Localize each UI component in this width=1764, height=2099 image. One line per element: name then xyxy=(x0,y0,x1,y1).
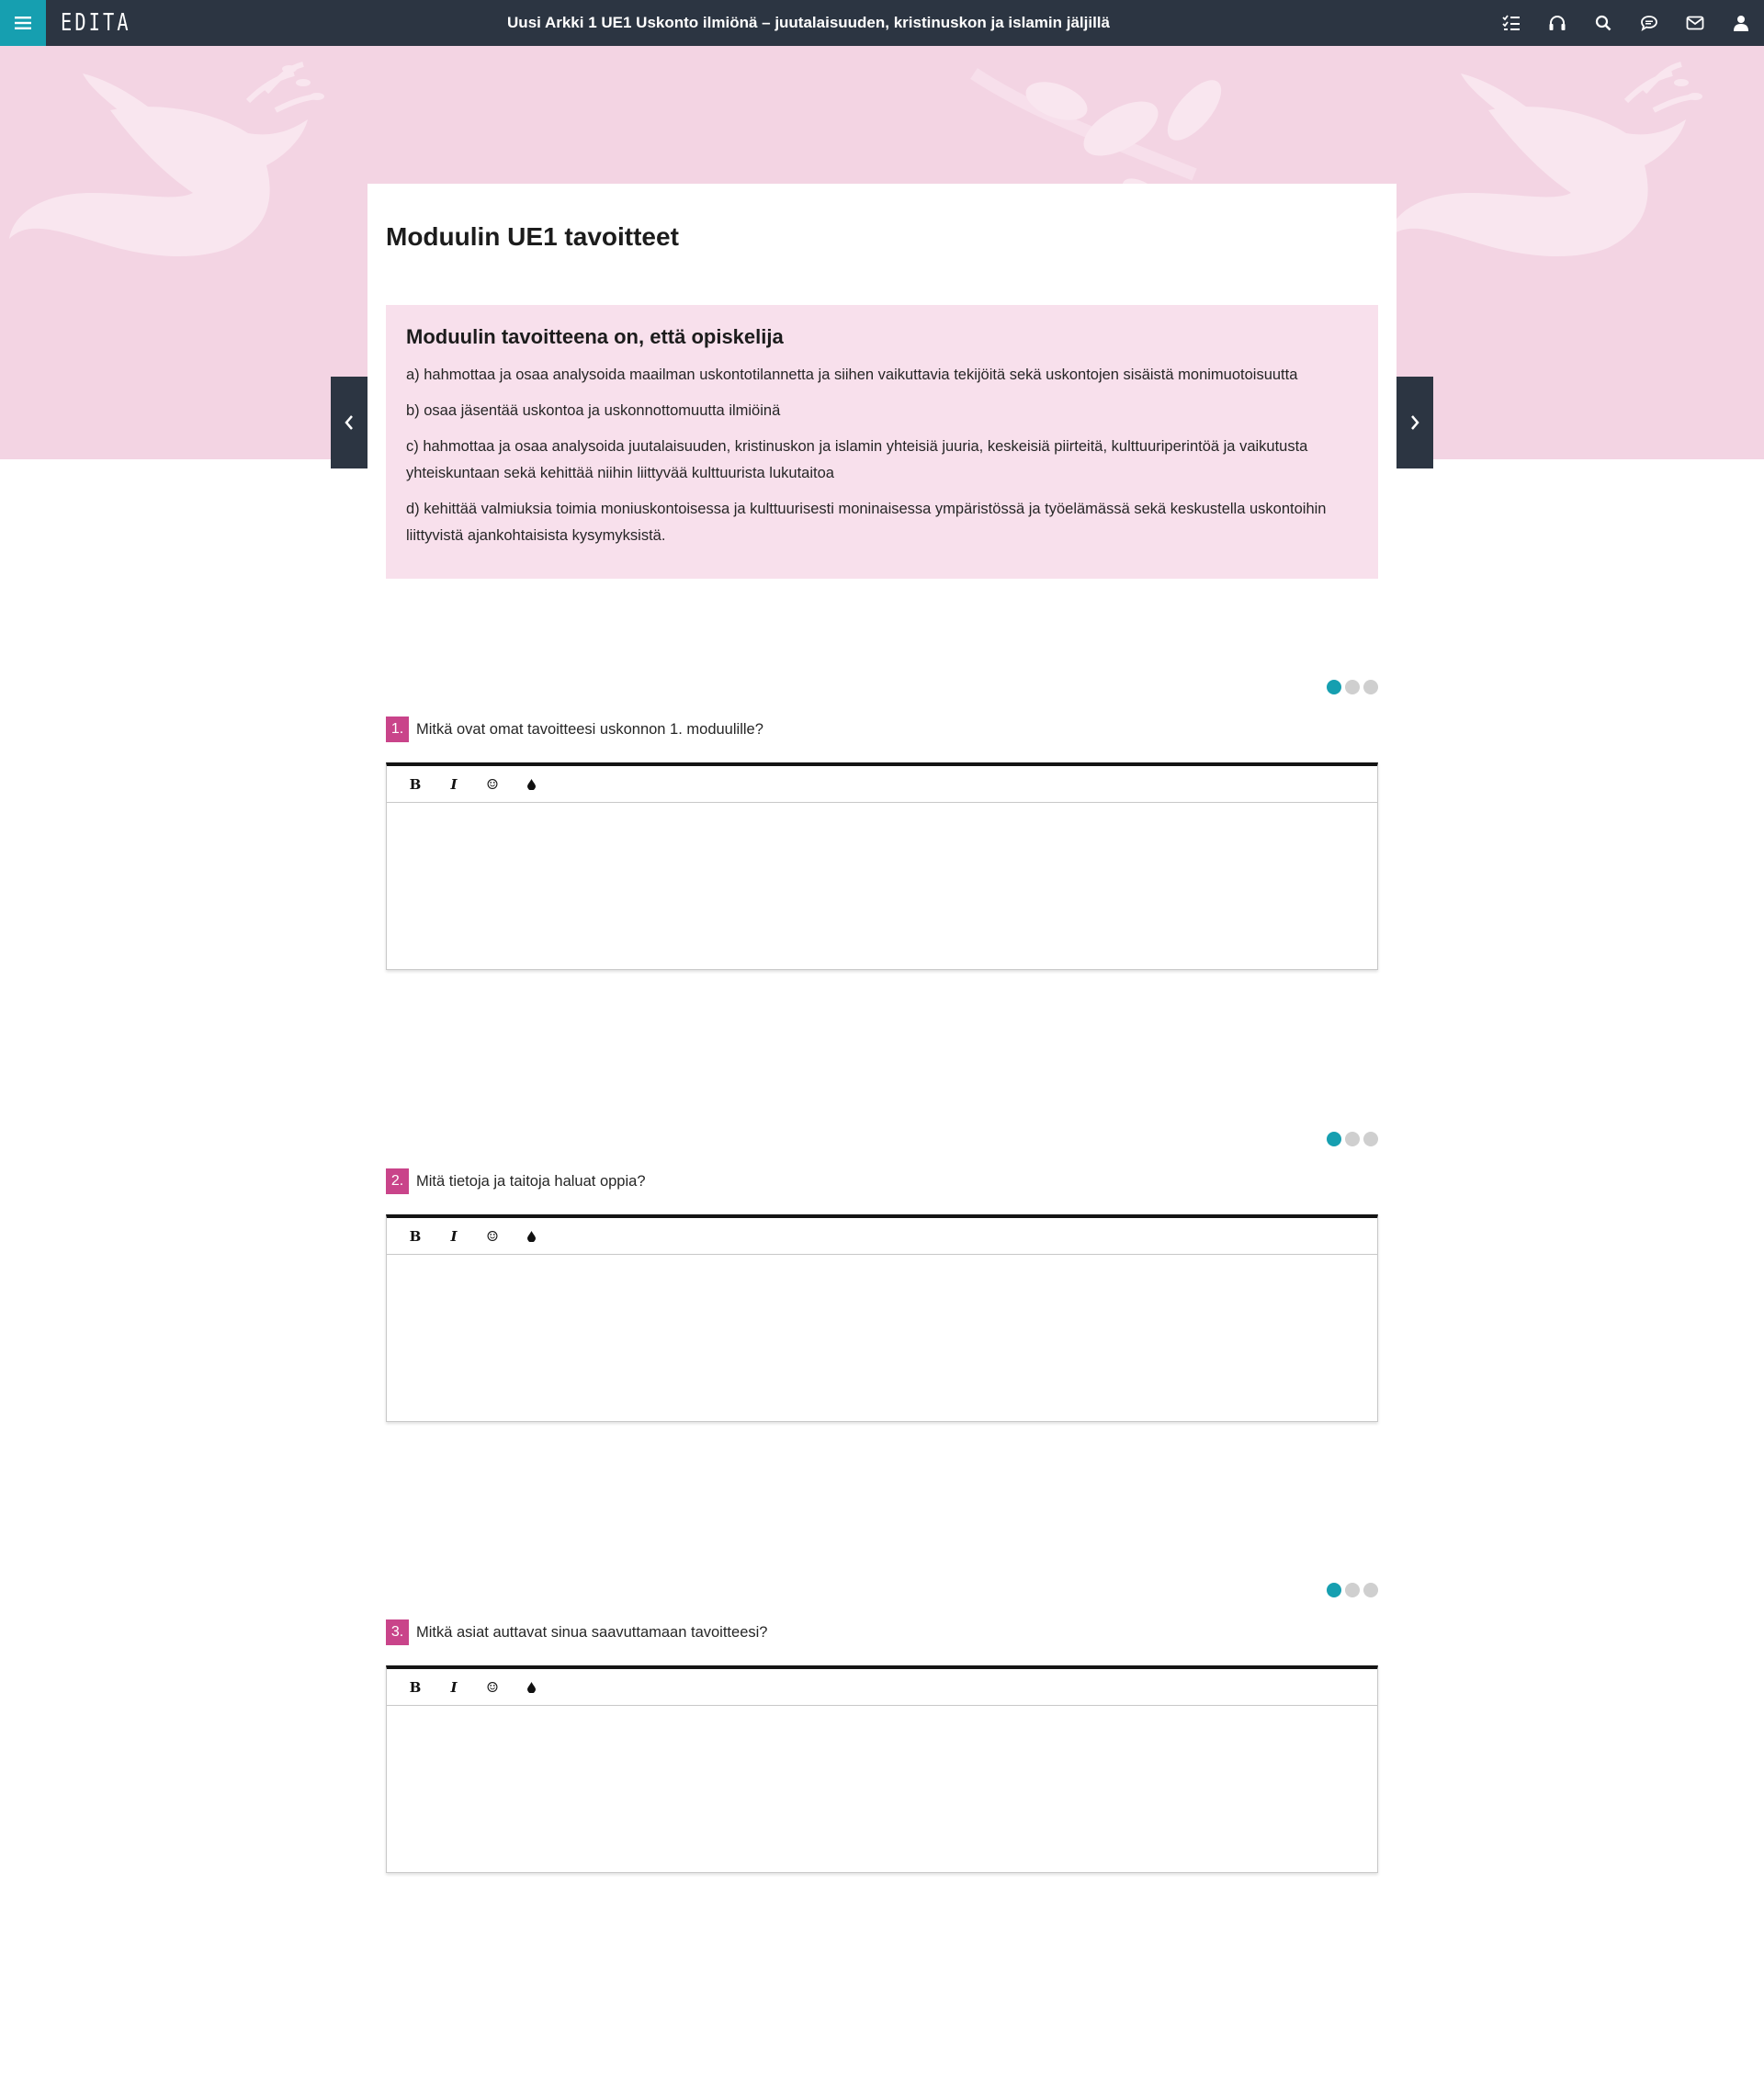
carousel-dots xyxy=(1327,1583,1378,1597)
ink-drop-icon xyxy=(527,779,536,790)
previous-page-button[interactable] xyxy=(331,377,368,468)
carousel-dot-2[interactable] xyxy=(1345,680,1360,694)
carousel-dot-3[interactable] xyxy=(1363,1583,1378,1597)
carousel-dot-1[interactable] xyxy=(1327,1132,1341,1146)
answer-text-area[interactable] xyxy=(387,1706,1377,1871)
menu-icon xyxy=(15,17,31,29)
content-card xyxy=(368,184,1396,579)
answer-editor xyxy=(386,1665,1378,1873)
page-title: Moduulin UE1 tavoitteet xyxy=(386,222,679,251)
document-title: Uusi Arkki 1 UE1 Uskonto ilmiönä – juutalaisuuden, kristinuskon ja islamin jäljillä xyxy=(507,14,1110,31)
answer-text-area[interactable] xyxy=(387,803,1377,968)
emoji-button[interactable] xyxy=(473,770,512,799)
text-color-button[interactable] xyxy=(512,1222,550,1251)
editor-toolbar xyxy=(387,766,1377,803)
question-text: Mitkä ovat omat tavoitteesi uskonnon 1. moduulille? xyxy=(416,720,763,738)
question-number: 3. xyxy=(386,1619,409,1645)
answer-editor xyxy=(386,762,1378,970)
carousel-dot-1[interactable] xyxy=(1327,680,1341,694)
carousel-dots xyxy=(1327,680,1378,694)
top-bar xyxy=(0,0,1764,46)
menu-button[interactable] xyxy=(0,0,46,46)
next-page-button[interactable] xyxy=(1396,377,1433,468)
emoji-icon: ☺ xyxy=(486,775,499,793)
ink-drop-icon xyxy=(527,1231,536,1242)
carousel-dot-1[interactable] xyxy=(1327,1583,1341,1597)
search-button[interactable] xyxy=(1580,0,1626,46)
audio-button[interactable] xyxy=(1534,0,1580,46)
carousel-dot-3[interactable] xyxy=(1363,680,1378,694)
carousel-dot-2[interactable] xyxy=(1345,1132,1360,1146)
headphones-icon xyxy=(1548,15,1566,31)
goals-box xyxy=(386,305,1378,579)
question-text: Mitkä asiat auttavat sinua saavuttamaan tavoitteesi? xyxy=(416,1623,768,1641)
answer-editor xyxy=(386,1214,1378,1422)
emoji-icon: ☺ xyxy=(486,1227,499,1245)
bold-button[interactable]: B xyxy=(409,1227,422,1245)
goals-title: Moduulin tavoitteena on, että opiskelija xyxy=(406,325,784,348)
mail-button[interactable] xyxy=(1672,0,1718,46)
emoji-button[interactable] xyxy=(473,1222,512,1251)
italic-button[interactable]: I xyxy=(450,775,458,793)
question-text: Mitä tietoja ja taitoja haluat oppia? xyxy=(416,1172,646,1190)
user-icon xyxy=(1733,15,1749,31)
italic-button[interactable]: I xyxy=(450,1227,458,1245)
checklist-icon xyxy=(1502,15,1521,31)
text-color-button[interactable] xyxy=(512,770,550,799)
top-icon-group xyxy=(1488,0,1764,46)
goal-item: a) hahmottaa ja osaa analysoida maailman uskontotilannetta ja siihen vaikuttavia tekijöitä sekä uskontojen sisäistä monimuotoisuutta xyxy=(406,367,1298,383)
carousel-dots xyxy=(1327,1132,1378,1146)
bold-button[interactable]: B xyxy=(409,775,422,793)
emoji-icon: ☺ xyxy=(486,1678,499,1696)
chevron-left-icon xyxy=(344,414,355,431)
bold-button[interactable]: B xyxy=(409,1678,422,1696)
ink-drop-icon xyxy=(527,1682,536,1693)
question-number: 2. xyxy=(386,1168,409,1194)
mail-icon xyxy=(1686,16,1704,30)
emoji-button[interactable] xyxy=(473,1673,512,1702)
question-label xyxy=(386,1619,767,1645)
editor-toolbar xyxy=(387,1218,1377,1255)
goal-item: c) hahmottaa ja osaa analysoida juutalaisuuden, kristinuskon ja islamin yhteisiä juuria, keskeisiä piirteitä, kulttuuriperintöä ja vaikutusta yhteiskuntaan sekä kehittää niihin liittyvää kulttuurista lukutaitoa xyxy=(406,438,1308,481)
question-label xyxy=(386,1168,646,1194)
italic-button[interactable]: I xyxy=(450,1678,458,1696)
editor-toolbar xyxy=(387,1669,1377,1706)
question-label xyxy=(386,717,763,742)
text-color-button[interactable] xyxy=(512,1673,550,1702)
search-icon xyxy=(1595,15,1611,31)
goal-item: d) kehittää valmiuksia toimia moniuskontoisessa ja kulttuurisesti moninaisessa ympäristössä ja työelämässä sekä keskustella uskontoihin liittyvistä ajankohtaisista kysymyksistä. xyxy=(406,501,1327,544)
carousel-dot-2[interactable] xyxy=(1345,1583,1360,1597)
profile-button[interactable] xyxy=(1718,0,1764,46)
chat-button[interactable] xyxy=(1626,0,1672,46)
carousel-dot-3[interactable] xyxy=(1363,1132,1378,1146)
checklist-button[interactable] xyxy=(1488,0,1534,46)
goal-item: b) osaa jäsentää uskontoa ja uskonnottomuutta ilmiöinä xyxy=(406,402,781,419)
chat-icon xyxy=(1640,15,1658,31)
question-number: 1. xyxy=(386,717,409,742)
chevron-right-icon xyxy=(1409,414,1420,431)
edita-logo[interactable]: EDITA xyxy=(61,9,131,37)
answer-text-area[interactable] xyxy=(387,1255,1377,1420)
